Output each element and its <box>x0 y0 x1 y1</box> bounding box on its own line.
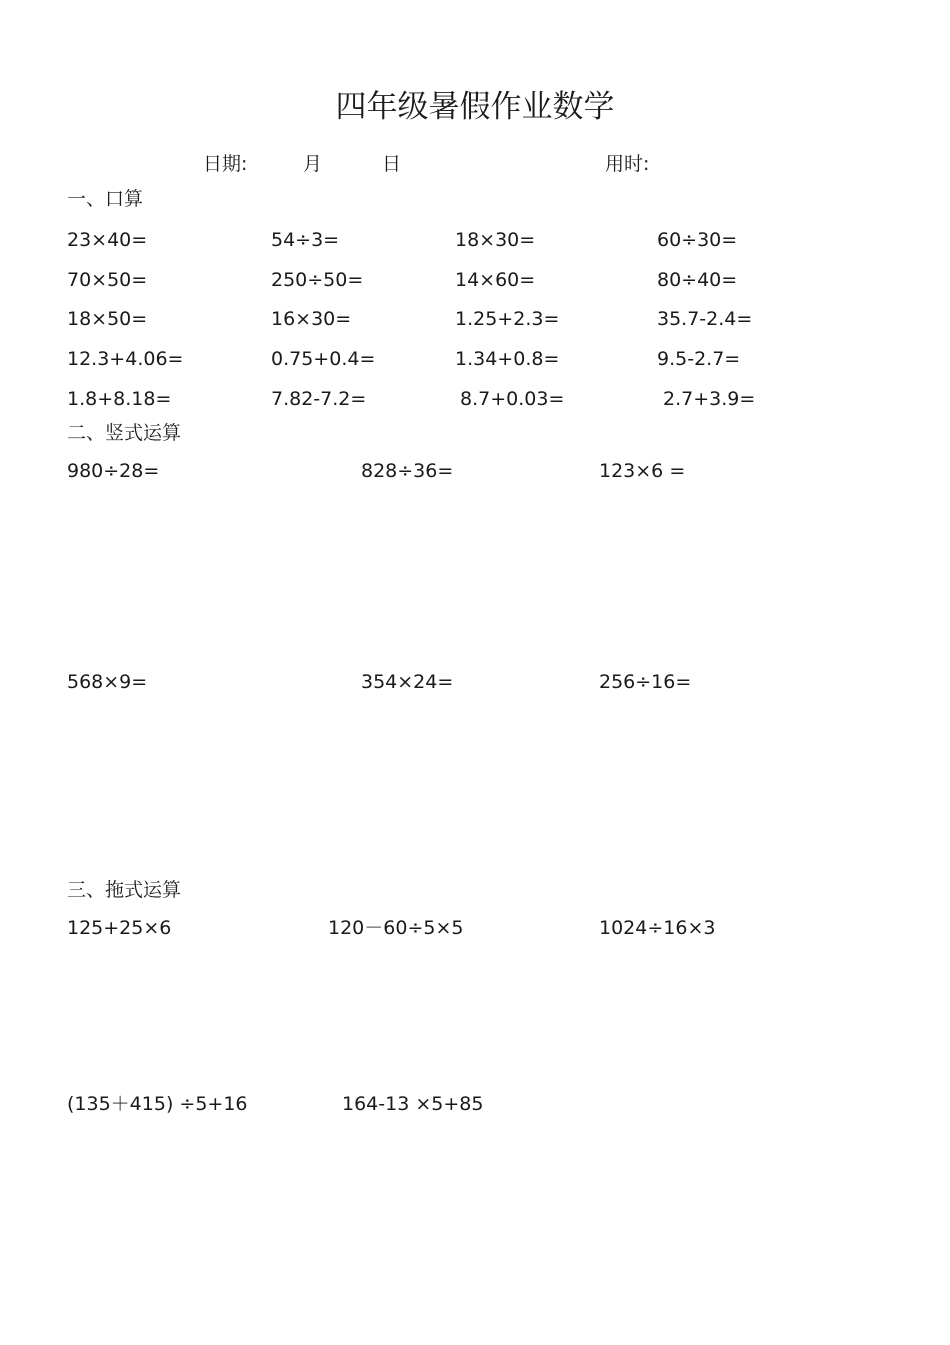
problem: 54÷3= <box>271 229 340 251</box>
problem: 120－60÷5×5 <box>328 917 464 939</box>
problem: 125+25×6 <box>67 917 172 939</box>
day-label: 日 <box>382 153 402 175</box>
problem: 9.5-2.7= <box>657 348 741 370</box>
problem: 1.25+2.3= <box>455 308 560 330</box>
problem: 16×30= <box>271 308 352 330</box>
time-label: 用时: <box>605 153 650 175</box>
problem: 568×9= <box>67 671 148 693</box>
problem: 23×40= <box>67 229 148 251</box>
problem: 354×24= <box>361 671 454 693</box>
section-heading: 二、竖式运算 <box>67 422 182 444</box>
problem: 1024÷16×3 <box>599 917 716 939</box>
problem: 250÷50= <box>271 269 364 291</box>
problem: 256÷16= <box>599 671 692 693</box>
problem: 35.7-2.4= <box>657 308 753 330</box>
section-heading: 一、口算 <box>67 188 144 210</box>
problem: 70×50= <box>67 269 148 291</box>
problem: 1.34+0.8= <box>455 348 560 370</box>
page-title: 四年级暑假作业数学 <box>335 89 615 125</box>
problem: 123×6 = <box>599 460 686 482</box>
problem: 980÷28= <box>67 460 160 482</box>
date-label: 日期: <box>203 153 248 175</box>
problem: 164-13 ×5+85 <box>342 1093 484 1115</box>
problem: 60÷30= <box>657 229 738 251</box>
problem: 12.3+4.06= <box>67 348 184 370</box>
section-heading: 三、拖式运算 <box>67 879 182 901</box>
problem: 80÷40= <box>657 269 738 291</box>
problem: (135＋415) ÷5+16 <box>67 1093 248 1115</box>
problem: 1.8+8.18= <box>67 388 172 410</box>
problem: 8.7+0.03= <box>460 388 565 410</box>
problem: 14×60= <box>455 269 536 291</box>
month-label: 月 <box>303 153 323 175</box>
problem: 0.75+0.4= <box>271 348 376 370</box>
problem: 18×50= <box>67 308 148 330</box>
problem: 828÷36= <box>361 460 454 482</box>
problem: 7.82-7.2= <box>271 388 367 410</box>
problem: 2.7+3.9= <box>663 388 756 410</box>
problem: 18×30= <box>455 229 536 251</box>
